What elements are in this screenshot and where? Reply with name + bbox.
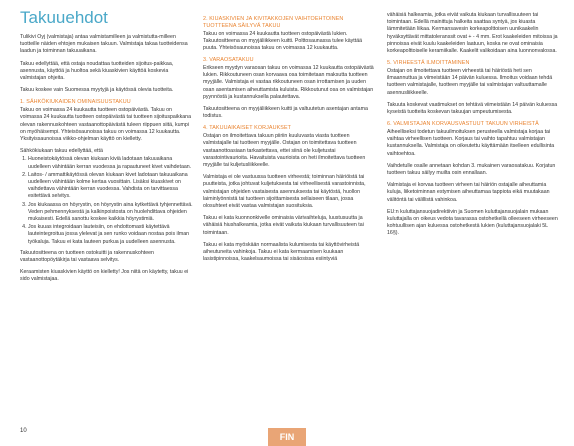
list-intro: Sähkökiukaan takuu edellyttää, että (20, 148, 103, 155)
intro-paragraph: Takuu edellyttää, että ostaja noudattaa tuotteiden sijoitus-paikkaa, asennusta, käyttöä ja huoltoa sekä kiuaskivien käyttöä koskevia valmistajan ohjeita. (20, 60, 174, 82)
column-2 (203, 12, 377, 268)
page-title: Takuuehdot (20, 8, 108, 27)
section-text: Takuu on voimassa 24 kuukautta tuotteen ostopäivästä lukien. Takuutositteena on myyjäliikkeen kuitti. Polttosaunassa tulee käyttää puuta. Yhteisösaunoissa takuu on voimassa 12 kuukautta. (203, 30, 363, 51)
section-text: Takuutositteena on myyjäliikkeen kuitti ja valtuutetun asentajan antama todistus. (203, 106, 368, 120)
section-text: Ostajan on ilmoitettava takuun piiriin kuuluvasta viasta tuotteen valmistajalle tai tuotteen myyjälle. Ostajan on toimitettava tuotteen vastaanottoasiaan tarkastettava, ettei siinä ole kuljetustai varastointivaurioita. Havaituista vaurioista on heti ilmoitettava tuotteen myyjälle tai kuljetusliikkeelle. (203, 133, 366, 169)
list-item: 1. Huoneistokäytössä olevan kiukaan kiviä ladotaan takuuaikana uudelleen vähintään kerran vuodessa ja rapautuneet kivet vaihdetaan. (28, 156, 194, 170)
section-heading: 3. VARAOSATAKUU (203, 57, 254, 64)
paragraph: Takuutositteena on tuotteen ostokuitti ja rakennuskohteen vastaanottopöytäkirja tai vastaava selvitys. (20, 249, 154, 264)
paragraph: vähäisiä halkeamia, jotka eivät vaikuta kiukaan turvallisuuteen tai toimintaan. Edellä mainittuja halkeita saattaa syntyä, jos kiuasta lämmitetään liikaa. Kermansavesin korkeapolttoisen uunikaakelin hyväksyttävät mittatoleranssit ovat + - 4 mm. Erot kaakeleiden mitoissa ja pinnoissa eivät kuulu kaakeleiden laatuun, koska ne ovat ominaisia korkeapolttoiselle keramiikalle. Kaakelit valikoidaan aina luonnonvalossa. (387, 12, 558, 55)
paragraph: Takuu ei kata kuonnonkivelle ominaisia värivaihteluja, luustusuutta ja vähäisiä hiushalkeamia, jotka eivät vaikuta kiukaan turvallisuuteen tai toimintaan. (203, 215, 364, 236)
page-number: 10 (20, 428, 27, 434)
paragraph: Valmistaja ei ole vastuussa tuotteen virheestä; toiminnan häiriöistä tai puutteista, jotka johtuvat kuljetuksesta tai virheellisestä varastoinnista, valmistajan ohjeiden vastaisesta asennuksesta tai käytöstä, huollon laiminlyönnistä tai tuotteen sijoittamisesta sellaiseen tilaan, jossa olosuhteet eivät vastaa valmistajan suosituksia. (203, 174, 366, 210)
paragraph: Takuu ei kata myöskään normaalista kulumisesta tai käyttövirheistä aiheutuneita vahinkoja. Takuu ei kata kermaamisen kuukaan lasistipinnoissa, kaakelsaumoissa tai sisäosissa esiintyviä (203, 241, 360, 263)
section-text: Erikseen myydyn varaosan takuu on voimassa 12 kuukautta ostopäivästä lukien. Rikkoutuneen osan korvaava osa toimitetaan maksutta tuotteen myyjälle. Valmistaja ei vastaa rikkoutuneen osan irrottamisen ja uuden osan asentamisen aiheuttamista kuluista. Rikkoutunut osa on valmistajan pyynnöstä ja kustannuksella palautettava. (203, 65, 374, 100)
intro-paragraph: Tulikivi Oyj (valmistaja) antaa valmistamilleen ja valmistutta-milleen tuotteille näiden ehtojen mukaisen takuun. Valmistaja takaa tuotteidensa laadun ja toiminnan takuuaikana. (20, 34, 188, 55)
paragraph: Keraamisten kiuaskivien käyttö on kielletty! Jos niitä on käytetty, takuu ei sido valmistajaa. (20, 269, 189, 283)
intro-paragraph: Takuu koskee vain Suomessa myytyjä ja käytössä olevia tuotteita. (20, 87, 174, 94)
list-item: 2. Laitos- / ammattikäytössä olevan kiukaan kivet ladotaan takuuaikana uudelleen vähintään kolme kertaa vuosittain. Lisäksi kiuaskivet on vaihdettava vähintään kerran vuodessa. Vahdista on tarvittaessa esitettävä selvitys. (28, 172, 194, 201)
paragraph: Vaihdetulle osalle annetaan kohdan 3. mukainen varaosatakuu. Korjatun tuotteen takuu säilyy muilta osin ennallaan. (387, 162, 556, 177)
list-item: 4. Jos kuuas integroidaan lauteisiin, on ehdottomasti käytettävä lauteintegroitua jossa ylelevat ja sen runko voidaan nostaa pois ilman työkaluja. Takuu ei kata lauteen purkua ja uudelleen asennusta. (28, 224, 194, 246)
section-text: Takuuta koskevat vaatimukset on tehtävä viimeistään 14 päivän kuluessa kyseistä tuotteita koskevan takuujan umpeutumisesta. (387, 101, 558, 116)
language-tag: FIN (268, 428, 306, 446)
section-text: Aiheelliseksi todetun takuuilmoituksen perusteella valmistaja korjaa tai vaihtaa virheellisen tuotteen. Korjaus tai vaihto tapahtuu valmistajan kustannuksella. Valmistaja on oikeutettu käyttämään itselleen edullisinta vaihtoehtoa. (387, 129, 555, 157)
list-item: 3. Jos kiukaassa on höyrystin, on höyrystin aina kytkettävä tyhjennettävä. Veden pehmennyksestä ja kalkinpoistosta on huolehdittava ohjeiden mukaisesti. Edellä sanottu koskee kaikkia höyrystimiä. (28, 202, 194, 224)
section-heading: 2. KIUASKIVIEN JA KIVITAKKOJEN VAIHTOEHTOINEN TUOTTEENA SÄILYVÄ TAKUU (203, 16, 344, 29)
column-1 (20, 34, 194, 289)
section-text: Takuu on voimassa 24 kuukautta tuotteen ostopäivästä. Takuu on voimassa 24 kuukautta tuotteen ostopäivästä tai tuotteen sijoituspaikkana olevan rakennuskohteen vastaanottopäivästä tuleen riippuen siitä, kumpi on myöhäisempi. Yhteisösaunoissa takuu on voimassa 12 kuukautta. Yksityissaunoissa viikko-ohjelman käyttö on kielletty. (20, 107, 192, 143)
section-heading: 4. TAKUUAIKAISET KORJAUKSET (203, 125, 292, 132)
section-heading: 1. SÄHKÖKIUKAIDEN OMINAISUUSTAKUU (20, 99, 131, 106)
paragraph: EU:n kuluttajansuojadirektiivin ja Suomen kuluttajansuojalain mukaan kuluttajalla on oikeus vedota tavarassa ostohetkellä olleeseen virheeseen kohtuullisen ajan kuluessa ostohetkestä lukien (kuluttajansuojalaki 5L 16§). (387, 208, 558, 237)
section-text: Ostajan on ilmoitettava tuotteen virheestä tai häiriöstä heti sen ilmaannuttua ja viimeistään 14 päivän kuluessa. Ilmoitus voidaan tehdä tuotteen valmistajalle, tuotteen myyjälle tai valmistajan valtuuttamalle asennusliikkeelle. (387, 68, 553, 96)
section-heading: 5. VIRHEESTÄ ILMOITTAMINEN (387, 60, 470, 67)
conditions-list (20, 156, 194, 245)
paragraph: Valmistaja ei korvaa tuotteen virheen tai häiriön ostajalle aiheuttamia kuluja, liiketoiminnan estymisen aiheuttamaa tappiota eikä muutakaan välitöntä tai välillistä vahinkoa. (387, 182, 550, 203)
column-3 (387, 12, 561, 243)
section-heading: 6. VALMISTAJAN KORVAUSVASTUUT TAKUUN VIRHEISTÄ (387, 121, 539, 128)
